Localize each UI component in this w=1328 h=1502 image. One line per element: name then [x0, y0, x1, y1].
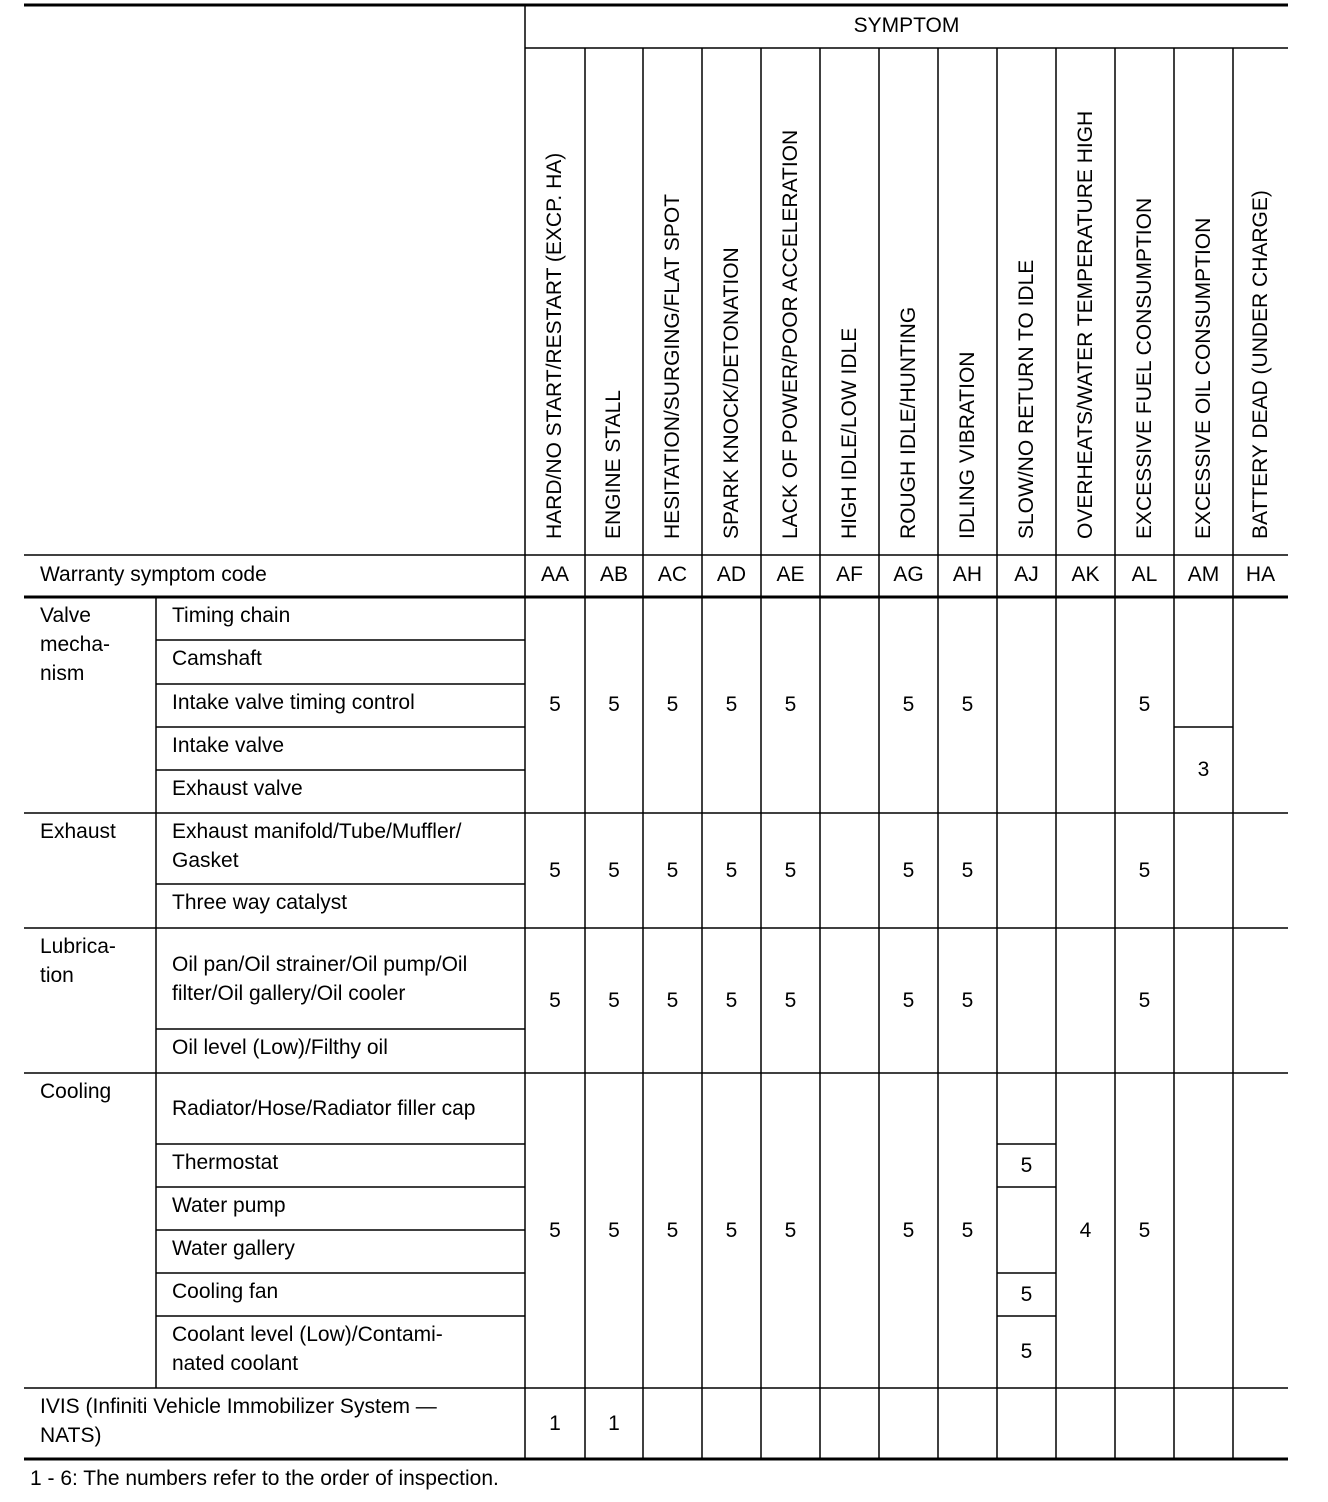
- group-label: Cooling: [40, 1080, 112, 1103]
- symptom-cell-value: 5: [725, 858, 738, 882]
- symptom-cell-value: 5: [549, 858, 561, 882]
- item-label: Intake valve: [172, 734, 285, 757]
- symptom-cell-value: 5: [1138, 693, 1151, 716]
- item-label: Water pump: [172, 1194, 286, 1217]
- symptom-cell-value: 5: [666, 988, 679, 1012]
- warranty-code: AE: [776, 563, 805, 586]
- warranty-code: AJ: [1014, 563, 1039, 586]
- item-label: Water gallery: [172, 1237, 295, 1260]
- warranty-code: AB: [599, 563, 628, 586]
- symptom-cell-value: 5: [1020, 1340, 1033, 1363]
- symptom-cell-value: 5: [549, 693, 561, 716]
- symptom-column-title: OVERHEATS/WATER TEMPERATURE HIGH: [1073, 110, 1097, 539]
- item-label: Exhaust valve: [172, 777, 303, 800]
- item-label: Cooling fan: [172, 1280, 279, 1303]
- symptom-cell-value: 5: [902, 858, 915, 882]
- symptom-cell-value: 5: [666, 858, 679, 882]
- symptom-cell-value: 5: [549, 1218, 561, 1242]
- symptom-cell-value: 4: [1079, 1218, 1092, 1242]
- symptom-cell-value: 5: [784, 858, 797, 882]
- group-label: Exhaust: [40, 820, 116, 843]
- symptom-column-title: HESITATION/SURGING/FLAT SPOT: [660, 194, 684, 539]
- item-label: Exhaust manifold/Tube/Muffler/ Gasket: [172, 820, 462, 872]
- symptom-cell-value: 5: [902, 1218, 915, 1242]
- symptom-cell-value: 5: [961, 988, 974, 1012]
- symptom-column-title: ROUGH IDLE/HUNTING: [896, 306, 920, 539]
- warranty-code: AL: [1131, 563, 1158, 586]
- symptom-cell-value: 5: [961, 858, 974, 882]
- symptom-cell-value: 5: [725, 988, 738, 1012]
- symptom-cell-value: 5: [961, 693, 974, 716]
- symptom-column-title: HARD/NO START/RESTART (EXCP. HA): [543, 152, 566, 539]
- warranty-code: AK: [1071, 563, 1100, 586]
- symptom-cell-value: 5: [725, 1218, 738, 1242]
- symptom-cell-value: 5: [784, 988, 797, 1012]
- item-label: Radiator/Hose/Radiator filler cap: [172, 1097, 476, 1120]
- item-label: Intake valve timing control: [172, 691, 415, 714]
- symptom-cell-value: 5: [902, 693, 915, 716]
- symptom-header: SYMPTOM: [853, 14, 960, 37]
- symptom-cell-value: 5: [784, 1218, 797, 1242]
- symptom-cell-value: 5: [784, 693, 797, 716]
- warranty-code: AH: [952, 563, 983, 586]
- symptom-column-title: EXCESSIVE FUEL CONSUMPTION: [1132, 197, 1156, 539]
- item-label: Three way catalyst: [172, 891, 348, 914]
- symptom-column-title: EXCESSIVE OIL CONSUMPTION: [1191, 217, 1215, 539]
- symptom-cell-value: 5: [608, 988, 620, 1012]
- footnote: 1 - 6: The numbers refer to the order of inspection.: [30, 1467, 499, 1490]
- symptom-cell-value: 5: [1020, 1282, 1033, 1306]
- symptom-cell-value: 5: [1138, 1218, 1151, 1242]
- symptom-cell-value: 5: [666, 1218, 679, 1242]
- warranty-code: AM: [1187, 563, 1220, 586]
- symptom-cell-value: 5: [1020, 1153, 1033, 1177]
- warranty-code: AA: [540, 563, 569, 586]
- symptom-cell-value: 5: [961, 1218, 974, 1242]
- item-label: Timing chain: [172, 604, 291, 627]
- warranty-code: AD: [716, 563, 747, 586]
- symptom-cell-value: 5: [1138, 858, 1151, 882]
- symptom-column-title: ENGINE STALL: [602, 390, 625, 539]
- warranty-code: HA: [1245, 563, 1276, 586]
- symptom-column-title: SPARK KNOCK/DETONATION: [719, 247, 743, 539]
- symptom-column-title: LACK OF POWER/POOR ACCELERATION: [778, 129, 802, 539]
- warranty-code: AG: [893, 563, 924, 586]
- symptom-column-title: HIGH IDLE/LOW IDLE: [837, 327, 861, 539]
- symptom-cell-value: 5: [608, 693, 620, 716]
- symptom-column-title: IDLING VIBRATION: [955, 351, 979, 539]
- symptom-column-title: SLOW/NO RETURN TO IDLE: [1014, 259, 1038, 539]
- symptom-cell-value: 5: [549, 988, 561, 1012]
- symptom-cell-value: 5: [902, 988, 915, 1012]
- warranty-code: AC: [657, 563, 688, 586]
- symptom-cell-value: 5: [725, 693, 738, 716]
- symptom-cell-value: 5: [608, 858, 620, 882]
- symptom-cell-value: 3: [1197, 758, 1210, 781]
- item-label: Coolant level (Low)/Contami- nated coolant: [172, 1323, 443, 1375]
- group-label: IVIS (Infiniti Vehicle Immobilizer System — NATS): [40, 1395, 437, 1447]
- symptom-cell-value: 5: [1138, 988, 1151, 1012]
- symptom-cell-value: 1: [608, 1411, 620, 1435]
- item-label: Oil pan/Oil strainer/Oil pump/Oil filter/Oil gallery/Oil cooler: [172, 952, 468, 1005]
- item-label: Oil level (Low)/Filthy oil: [172, 1036, 388, 1059]
- warranty-code: AF: [836, 563, 863, 586]
- item-label: Camshaft: [172, 647, 262, 670]
- group-label: Valve mecha- nism: [40, 604, 111, 685]
- symptom-cell-value: 5: [608, 1218, 620, 1242]
- warranty-symptom-code-label: Warranty symptom code: [40, 563, 267, 586]
- symptom-cell-value: 5: [666, 693, 679, 716]
- group-label: Lubrica- tion: [40, 935, 116, 987]
- symptom-cell-value: 1: [549, 1411, 561, 1435]
- item-label: Thermostat: [172, 1151, 279, 1174]
- symptom-column-title: BATTERY DEAD (UNDER CHARGE): [1248, 190, 1272, 539]
